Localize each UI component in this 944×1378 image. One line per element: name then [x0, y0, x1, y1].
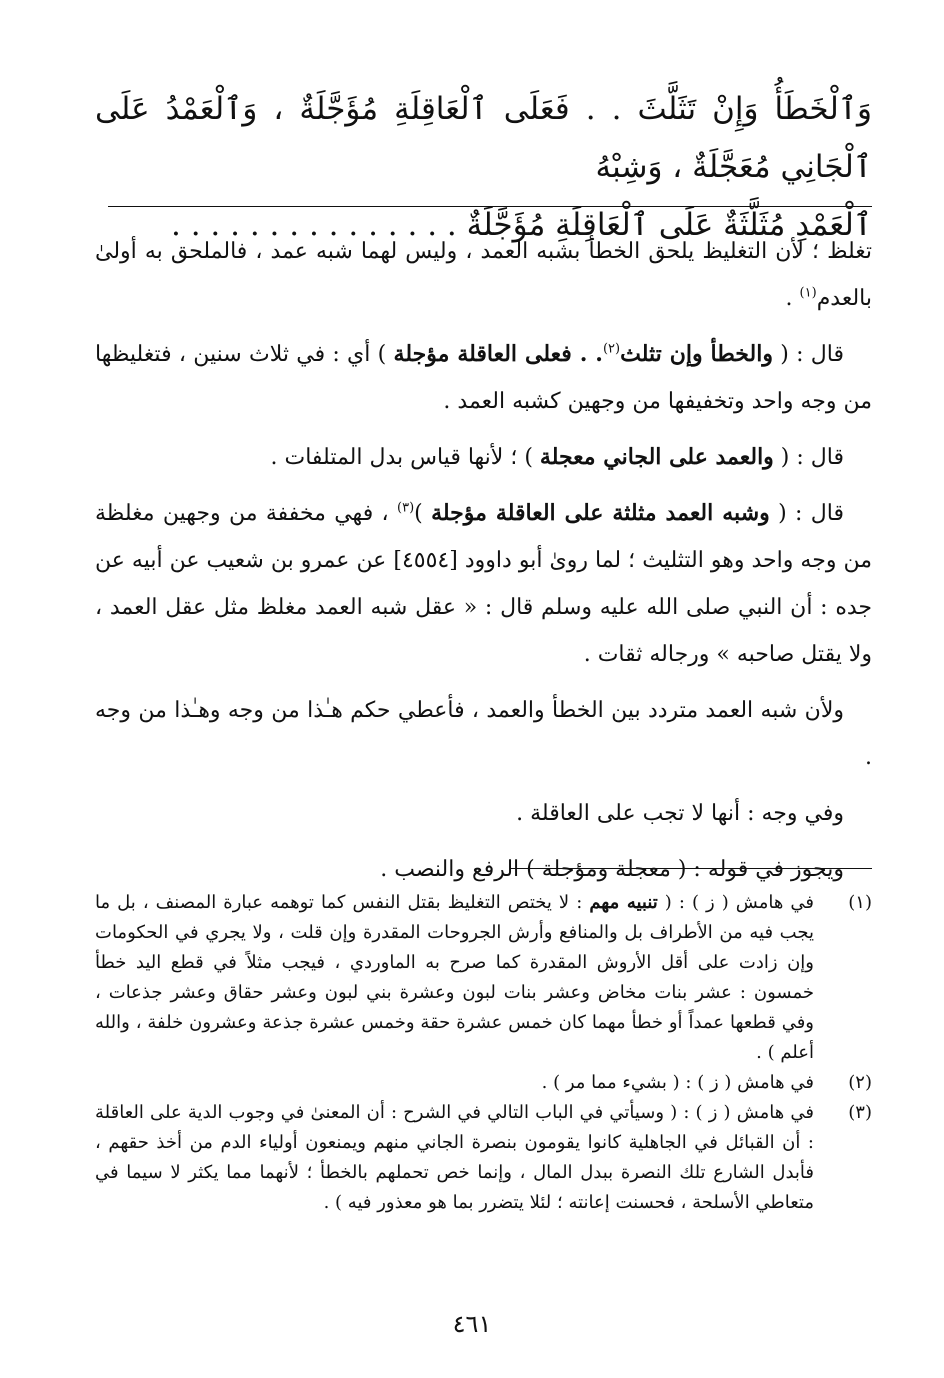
matn-line-2-text: ٱلْعَمْدِ مُثَلَّثَةٌ عَلَى ٱلْعَاقِلَةِ مُؤَجَّلَةٌ — [466, 207, 872, 243]
footnote-3 — [95, 1098, 872, 1218]
matn-dots: . . . . . . . . . . . . . . . — [171, 207, 457, 243]
sharh-p1-text: تغلظ ؛ لأن التغليظ يلحق الخطأ بشبه العمد ، وليس لهما شبه عمد ، فالملحق به أولىٰ بالعدم — [95, 239, 872, 311]
sharh-p1-end: . — [785, 286, 800, 311]
footnote-text: في هامش ( ز ) : ( بشيء مما مر ) . — [541, 1072, 814, 1093]
footnote-1 — [95, 888, 872, 1068]
sharh-paragraph-3 — [95, 434, 872, 481]
footnote-divider — [510, 868, 872, 869]
matn-divider — [108, 206, 872, 207]
page-number: ٤٦١ — [452, 1310, 492, 1338]
sharh-paragraph-2 — [95, 331, 872, 425]
sharh-p2-text: ) أي : في ثلاث سنين ، فتغليظها من وجه واحد وتخفيفها من وجهين كشبه العمد . — [95, 342, 872, 414]
footnote-ref-2[interactable]: (٢) — [602, 341, 621, 357]
sharh-p3-quote: والعمد على الجاني معجلة — [539, 444, 774, 470]
footnote-text: في هامش ( ز ) : ( وسيأتي في الباب التالي في الشرح : أن المعنىٰ في وجوب الدية على العاقلة : أن القبائل في الجاهلية كانوا يقومون بنصرة الجاني منهم ويمنعون أولياء الدم من أخذ حقهم ، فأبدل الشارع تلك النصرة ببدل المال ، وإنما خص تحملهم بالخطأ ؛ لأنهما مما يكثر لا سيما في متعاطي الأسلحة ، فحسنت إعانته ؛ لئلا يتضرر بما هو معذور فيه ) . — [95, 1102, 814, 1213]
footnote-1-heading: تنبيه مهم — [589, 892, 658, 913]
sharh-paragraph-1 — [95, 228, 872, 322]
sharh-paragraph-7: ويجوز في قوله : ( معجلة ومؤجلة ) الرفع والنصب . — [380, 857, 844, 882]
footnotes — [95, 888, 872, 1218]
matn-line-1: وَٱلْخَطَأُ وَإِنْ تَثَلَّثَ . . فَعَلَى ٱلْعَاقِلَةِ مُؤَجَّلَةٌ ، وَٱلْعَمْدُ عَلَى ٱلْجَانِي مُعَجَّلَةٌ ، وَشِبْهُ — [95, 91, 872, 185]
sharh-paragraph-5: ولأن شبه العمد متردد بين الخطأ والعمد ، فأعطي حكم هـٰذا من وجه وهـٰذا من وجه . — [95, 698, 872, 770]
footnote-ref-1[interactable]: (١) — [799, 285, 817, 301]
sharh-p2-quote-1: والخطأ وإن تثلث — [620, 341, 773, 367]
sharh-p3-text: ) ؛ لأنها قياس بدل المتلفات . — [270, 445, 540, 470]
sharh-text — [95, 228, 872, 893]
sharh-p3-lead: قال : ( — [773, 445, 844, 470]
footnote-1-lead: في هامش ( ز ) : ( — [657, 892, 814, 913]
footnote-number: (٣) — [848, 1102, 872, 1123]
sharh-p4-close: ) — [414, 501, 432, 526]
sharh-p2-quote-2: . . فعلى العاقلة مؤجلة — [393, 341, 603, 367]
sharh-p4-quote: وشبه العمد مثلثة على العاقلة مؤجلة — [431, 500, 770, 526]
sharh-p4-lead: قال : ( — [769, 501, 844, 526]
sharh-p4-text: ، فهي مخففة من وجهين مغلظة من وجه واحد وهو التثليث ؛ لما روىٰ أبو داوود [٤٥٥٤] عن عمرو بن شعيب عن أبيه عن جده : أن النبي صلى الله عليه وسلم قال : « عقل شبه العمد مغلظ مثل عقل العمد ، ولا يقتل صاحبه » ورجاله ثقات . — [95, 501, 873, 667]
sharh-p2-lead: قال : ( — [772, 342, 844, 367]
sharh-paragraph-6: وفي وجه : أنها لا تجب على العاقلة . — [516, 801, 844, 826]
footnote-number: (٢) — [848, 1072, 872, 1093]
footnote-text — [95, 888, 814, 1068]
footnote-1-body: : لا يختص التغليظ بقتل النفس كما توهمه عبارة المصنف ، بل ما يجب فيه من الأطراف بل والمنافع وأرش الجروحات المقدرة وإن قلت ، ولا يجري في الحكومات وإن زادت على أقل الأروش المقدرة كما صرح به الماوردي ، فيجب مثلاً في قطع اليد خطأ خمسون : عشر بنات مخاض وعشر بنات لبون وعشرة بني لبون وعشر حقاق وعشر جذعات ، وفي قطعها عمداً أو خطأ مهما كان خمس عشرة حقة وخمس عشرة جذعة وعشرون خلفة ، والله أعلم ) . — [95, 892, 814, 1063]
sharh-paragraph-4 — [95, 490, 872, 678]
footnote-2 — [95, 1068, 872, 1098]
footnote-ref-3[interactable]: (٣) — [397, 500, 415, 516]
footnote-number: (١) — [848, 892, 872, 913]
